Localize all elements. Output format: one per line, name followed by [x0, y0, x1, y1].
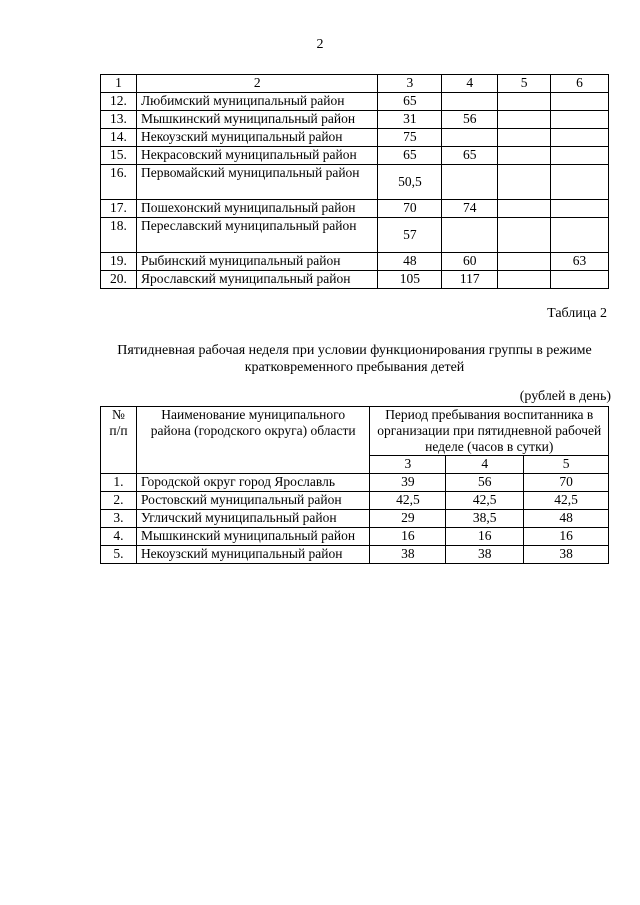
value-hours-4: 16 [446, 528, 524, 546]
value-col-4 [442, 218, 498, 253]
value-col-3: 105 [378, 271, 442, 289]
value-hours-5: 38 [524, 546, 609, 564]
value-col-6 [551, 93, 609, 111]
rates-table-continued [100, 74, 609, 289]
district-name: Ярославский муниципальный район [136, 271, 378, 289]
district-name: Любимский муниципальный район [136, 93, 378, 111]
value-col-3: 57 [378, 218, 442, 253]
table-row [101, 510, 609, 528]
district-name: Ростовский муниципальный район [136, 492, 370, 510]
row-number: 5. [101, 546, 137, 564]
header-stay-period: Период пребывания воспитанника в организации при пятидневной рабочей неделе (часов в сутки) [370, 407, 609, 456]
value-hours-3: 39 [370, 474, 446, 492]
value-col-5 [498, 271, 551, 289]
value-col-6 [551, 200, 609, 218]
value-hours-5: 42,5 [524, 492, 609, 510]
table-header-row [101, 407, 609, 456]
table-row [101, 271, 609, 289]
district-name: Переславский муниципальный район [136, 218, 378, 253]
value-col-3: 75 [378, 129, 442, 147]
column-number-5: 5 [498, 75, 551, 93]
value-col-5 [498, 218, 551, 253]
row-number: 19. [101, 253, 137, 271]
value-col-6 [551, 129, 609, 147]
value-col-3: 70 [378, 200, 442, 218]
table-row [101, 147, 609, 165]
value-col-4 [442, 93, 498, 111]
value-col-5 [498, 165, 551, 200]
value-hours-3: 16 [370, 528, 446, 546]
row-number: 13. [101, 111, 137, 129]
district-name: Мышкинский муниципальный район [136, 111, 378, 129]
district-name: Некоузский муниципальный район [136, 129, 378, 147]
value-hours-5: 16 [524, 528, 609, 546]
table-row [101, 474, 609, 492]
row-number: 4. [101, 528, 137, 546]
row-number: 20. [101, 271, 137, 289]
district-name: Некоузский муниципальный район [136, 546, 370, 564]
value-hours-4: 38,5 [446, 510, 524, 528]
table-row [101, 129, 609, 147]
value-col-6: 63 [551, 253, 609, 271]
value-col-4: 74 [442, 200, 498, 218]
row-number: 1. [101, 474, 137, 492]
value-hours-5: 48 [524, 510, 609, 528]
value-col-4 [442, 129, 498, 147]
value-col-5 [498, 147, 551, 165]
column-number-2: 2 [136, 75, 378, 93]
row-number: 2. [101, 492, 137, 510]
short-stay-rates-table [100, 406, 609, 564]
table-row [101, 93, 609, 111]
row-number: 16. [101, 165, 137, 200]
district-name: Некрасовский муниципальный район [136, 147, 378, 165]
table-row [101, 492, 609, 510]
value-col-4: 65 [442, 147, 498, 165]
header-hours-3: 3 [370, 456, 446, 474]
row-number: 3. [101, 510, 137, 528]
row-number: 14. [101, 129, 137, 147]
column-number-6: 6 [551, 75, 609, 93]
district-name: Рыбинский муниципальный район [136, 253, 378, 271]
table-row [101, 111, 609, 129]
header-district-name: Наименование муниципального района (городского округа) области [136, 407, 370, 474]
value-col-6 [551, 165, 609, 200]
column-number-4: 4 [442, 75, 498, 93]
value-col-6 [551, 111, 609, 129]
table-row [101, 218, 609, 253]
header-hours-4: 4 [446, 456, 524, 474]
value-col-4: 56 [442, 111, 498, 129]
row-number: 12. [101, 93, 137, 111]
table-row [101, 165, 609, 200]
table-row [101, 528, 609, 546]
table2-caption: Таблица 2 [547, 306, 607, 321]
value-col-5 [498, 93, 551, 111]
value-col-3: 65 [378, 93, 442, 111]
value-hours-3: 29 [370, 510, 446, 528]
page-number: 2 [316, 37, 324, 52]
row-number: 17. [101, 200, 137, 218]
district-name: Угличский муниципальный район [136, 510, 370, 528]
value-col-3: 31 [378, 111, 442, 129]
value-col-6 [551, 147, 609, 165]
row-number: 18. [101, 218, 137, 253]
value-hours-3: 42,5 [370, 492, 446, 510]
value-col-4: 117 [442, 271, 498, 289]
value-col-5 [498, 111, 551, 129]
value-col-5 [498, 253, 551, 271]
value-col-6 [551, 218, 609, 253]
value-hours-4: 56 [446, 474, 524, 492]
value-col-4 [442, 165, 498, 200]
value-hours-4: 42,5 [446, 492, 524, 510]
value-col-3: 50,5 [378, 165, 442, 200]
value-col-4: 60 [442, 253, 498, 271]
value-hours-3: 38 [370, 546, 446, 564]
district-name: Первомайский муниципальный район [136, 165, 378, 200]
table2-title: Пятидневная рабочая неделя при условии функционирования группы в режиме кратковременного пребывания детей [117, 343, 592, 375]
table-row [101, 200, 609, 218]
district-name: Пошехонский муниципальный район [136, 200, 378, 218]
value-hours-5: 70 [524, 474, 609, 492]
column-number-1: 1 [101, 75, 137, 93]
table-row [101, 253, 609, 271]
district-name: Мышкинский муниципальный район [136, 528, 370, 546]
value-hours-4: 38 [446, 546, 524, 564]
value-col-6 [551, 271, 609, 289]
value-col-5 [498, 129, 551, 147]
table-row [101, 546, 609, 564]
district-name: Городской округ город Ярославль [136, 474, 370, 492]
header-number: № п/п [101, 407, 137, 474]
column-number-3: 3 [378, 75, 442, 93]
value-col-5 [498, 200, 551, 218]
value-col-3: 65 [378, 147, 442, 165]
header-hours-5: 5 [524, 456, 609, 474]
row-number: 15. [101, 147, 137, 165]
table2-units: (рублей в день) [519, 389, 611, 404]
table-header-row [101, 75, 609, 93]
value-col-3: 48 [378, 253, 442, 271]
